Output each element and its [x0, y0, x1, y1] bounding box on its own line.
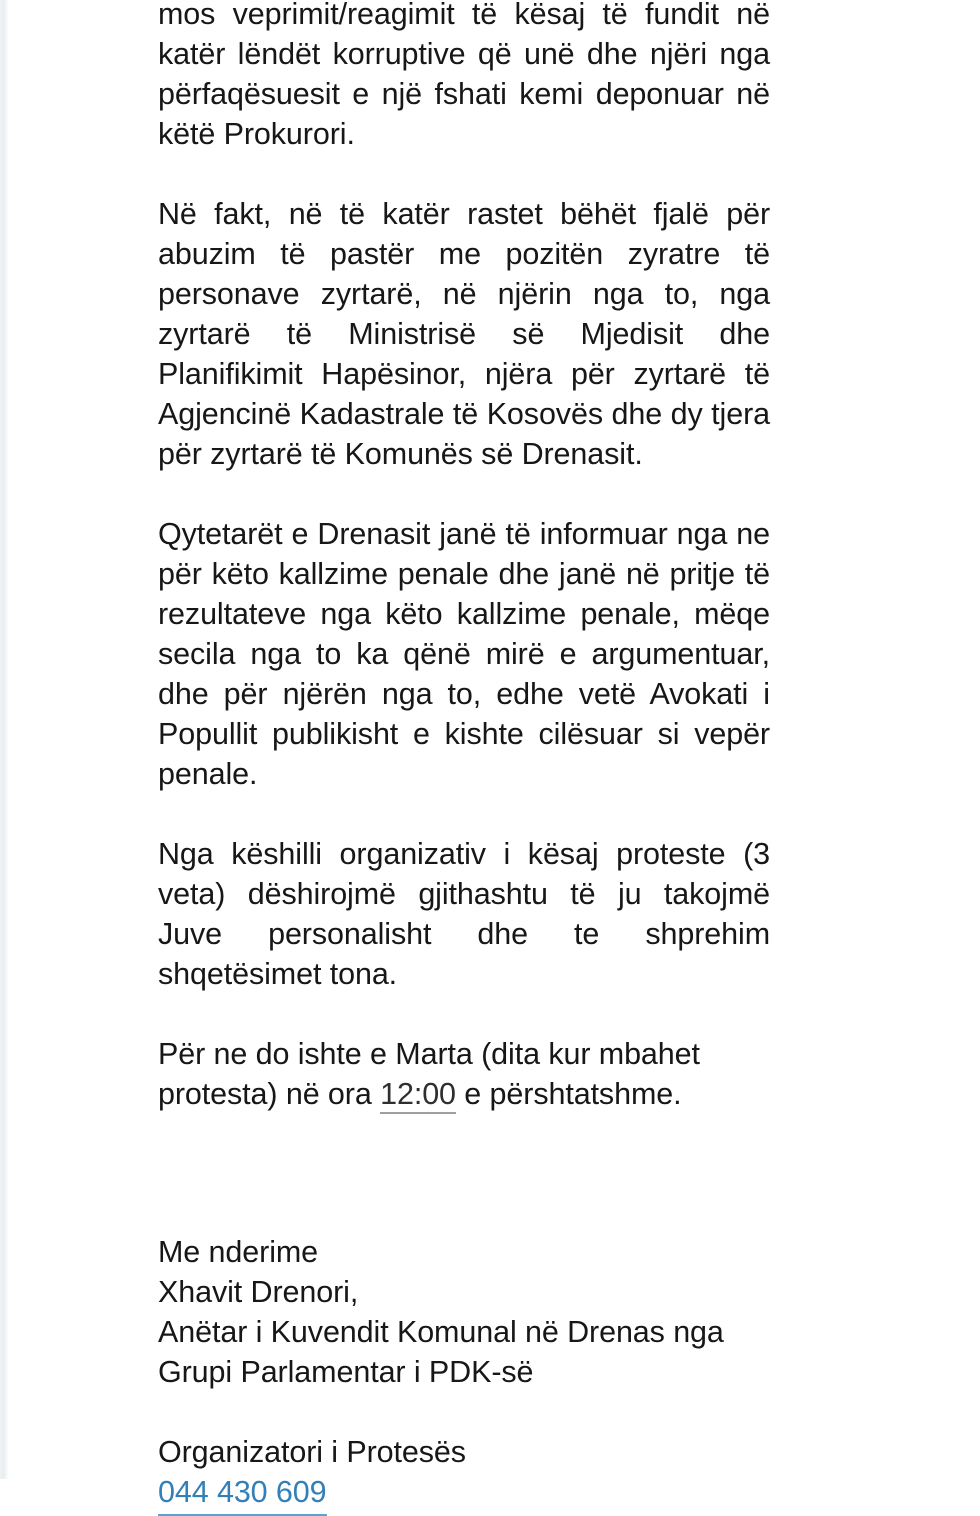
- signature-spacer: [158, 1154, 770, 1232]
- signature-closing: Me nderime: [158, 1235, 319, 1269]
- phone-number-link[interactable]: 044 430 609: [158, 1472, 327, 1516]
- meeting-text-after-time: e përshtatshme.: [455, 1077, 682, 1111]
- time-link[interactable]: 12:00: [380, 1077, 456, 1114]
- paragraph-1: mos veprimit/reagimit të kësaj të fundit në katër lëndët korruptive që unë dhe njëri nga përfaqësuesit e një fshati kemi deponuar në këtë Prokurori.: [158, 0, 770, 151]
- paragraph-4: Nga këshilli organizativ i kësaj proteste (3 veta) dëshirojmë gjithashtu të ju takojmë Juve personalisht dhe te shprehim shqetësimet tona.: [158, 837, 770, 991]
- signature-role-line-1: Anëtar i Kuvendit Komunal në Drenas nga: [158, 1315, 724, 1349]
- document-body: [158, 0, 770, 1516]
- paragraph-3: Qytetarët e Drenasit janë të informuar nga ne për këto kallzime penale dhe janë në pritje të rezultateve nga këto kallzime penale, mëqe secila nga to ka qënë mirë e argumentuar, dhe për njërën nga to, edhe vetë Avokati i Popullit publikisht e kishte cilësuar si vepër penale.: [158, 517, 770, 791]
- signature-name: Xhavit Drenori,: [158, 1275, 359, 1309]
- meeting-text-before-time: Për ne do ishte e Marta (dita kur mbahet protesta) në ora: [158, 1037, 700, 1111]
- signature-role-line-2: Grupi Parlamentar i PDK-së: [158, 1355, 534, 1389]
- meeting-time-paragraph: [158, 1034, 770, 1114]
- contact-spacer: [158, 1392, 770, 1432]
- scan-edge-artifact: [0, 0, 9, 1479]
- organizer-label: Organizatori i Protesës: [158, 1435, 466, 1469]
- paragraph-2: Në fakt, në të katër rastet bëhët fjalë për abuzim të pastër me pozitën zyratre të personave zyrtarë, në njërin nga to, nga zyrtarë të Ministrisë së Mjedisit dhe Planifikimit Hapësinor, njëra për zyrtarë të Agjencinë Kadastrale të Kosovës dhe dy tjera për zyrtarë të Komunës së Drenasit.: [158, 197, 770, 471]
